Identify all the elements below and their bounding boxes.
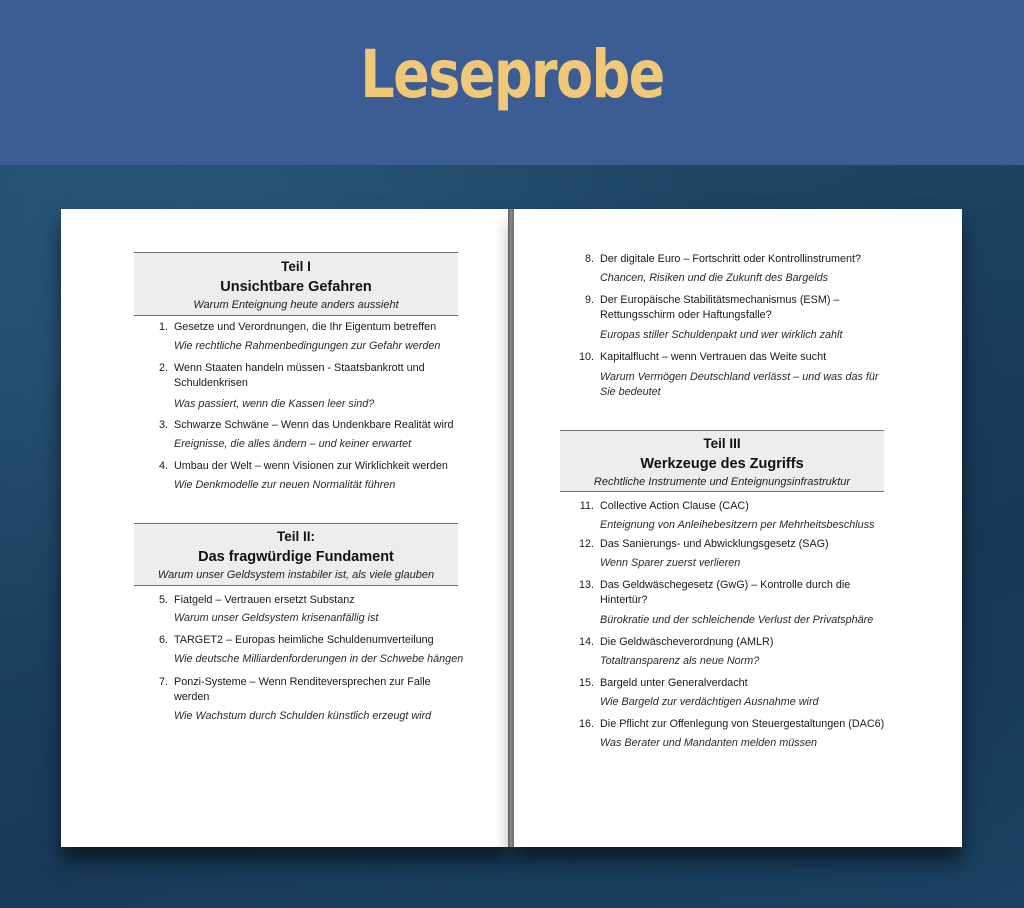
chapter-number: 10. [578, 351, 594, 363]
chapter-number: 15. [578, 677, 594, 689]
chapter-subtitle: Chancen, Risiken und die Zukunft des Bargelds [600, 272, 829, 284]
chapter-number: 7. [158, 676, 168, 688]
part-title: Das fragwürdige Fundament [198, 549, 394, 565]
chapter-subtitle: Wie Denkmodelle zur neuen Normalität führen [174, 479, 396, 491]
part-header [134, 252, 458, 316]
chapter-subtitle: Was passiert, wenn die Kassen leer sind? [174, 398, 375, 410]
chapter-title: Gesetze und Verordnungen, die Ihr Eigentum betreffen [174, 321, 437, 333]
chapter-number: 11. [579, 500, 594, 512]
chapter-title: Bargeld unter Generalverdacht [600, 677, 748, 689]
part-number: Teil III [703, 436, 741, 451]
chapter-number: 1. [158, 321, 168, 333]
chapter-title: Umbau der Welt – wenn Visionen zur Wirklichkeit werden [174, 460, 448, 472]
chapter-subtitle: Warum Vermögen Deutschland verlässt – und was das für Sie bedeutet [600, 371, 879, 398]
chapter-number: 5. [158, 594, 168, 606]
chapter-subtitle: Warum unser Geldsystem krisenanfällig ist [174, 612, 379, 624]
chapter-subtitle: Bürokratie und der schleichende Verlust der Privatsphäre [600, 614, 874, 626]
chapter-number: 6. [158, 634, 168, 646]
chapter-subtitle: Wie deutsche Milliardenforderungen in der Schwebe hängen [174, 653, 464, 665]
chapter-subtitle: Enteignung von Anleihebesitzern per Mehrheitsbeschluss [600, 519, 875, 531]
chapter-title: Das Geldwäschegesetz (GwG) – Kontrolle durch die Hintertür? [600, 579, 851, 606]
banner-title: Leseprobe [360, 36, 664, 113]
chapter-number: 3. [158, 419, 168, 431]
chapter-title: Schwarze Schwäne – Wenn das Undenkbare Realität wird [174, 419, 454, 431]
part-subtitle: Rechtliche Instrumente und Enteignungsinfrastruktur [593, 476, 851, 488]
part-header [560, 430, 884, 492]
chapter-title: Wenn Staaten handeln müssen - Staatsbankrott und Schuldenkrisen [174, 362, 425, 389]
chapter-subtitle: Wie rechtliche Rahmenbedingungen zur Gefahr werden [174, 340, 441, 352]
part-subtitle: Warum Enteignung heute anders aussieht [193, 299, 399, 311]
chapter-subtitle: Ereignisse, die alles ändern – und keiner erwartet [174, 438, 412, 450]
book-spine [508, 209, 514, 847]
chapter-title: Der digitale Euro – Fortschritt oder Kontrollinstrument? [600, 253, 862, 265]
chapter-number: 8. [584, 253, 594, 265]
part-number: Teil II: [276, 529, 315, 544]
chapter-title: Die Pflicht zur Offenlegung von Steuergestaltungen (DAC6) [600, 718, 885, 730]
chapter-title: TARGET2 – Europas heimliche Schuldenumverteilung [174, 634, 434, 646]
chapter-number: 12. [578, 538, 594, 550]
chapter-subtitle: Europas stiller Schuldenpakt und wer wirklich zahlt [600, 329, 843, 341]
chapter-title: Die Geldwäscheverordnung (AMLR) [600, 636, 774, 648]
chapter-number: 9. [584, 294, 594, 306]
part-title: Unsichtbare Gefahren [220, 279, 372, 295]
chapter-number: 4. [158, 460, 168, 472]
chapter-subtitle: Totaltransparenz als neue Norm? [600, 655, 760, 667]
chapter-subtitle: Wie Wachstum durch Schulden künstlich erzeugt wird [174, 710, 432, 722]
chapter-number: 13. [578, 579, 594, 591]
chapter-number: 14. [578, 636, 594, 648]
chapter-subtitle: Wie Bargeld zur verdächtigen Ausnahme wird [600, 696, 819, 708]
chapter-title: Das Sanierungs- und Abwicklungsgesetz (SAG) [600, 538, 829, 550]
part-title: Werkzeuge des Zugriffs [640, 456, 804, 472]
chapter-number: 2. [158, 362, 168, 374]
header-banner [0, 0, 1024, 165]
chapter-subtitle: Was Berater und Mandanten melden müssen [600, 737, 818, 749]
chapter-title: Fiatgeld – Vertrauen ersetzt Substanz [174, 594, 355, 606]
part-subtitle: Warum unser Geldsystem instabiler ist, als viele glauben [157, 569, 435, 581]
chapter-title: Der Europäische Stabilitätsmechanismus (ESM) – Rettungsschirm oder Haftungsfalle? [600, 294, 840, 321]
chapter-title: Ponzi-Systeme – Wenn Renditeversprechen zur Falle werden [174, 676, 431, 703]
part-number: Teil I [281, 259, 311, 274]
chapter-title: Collective Action Clause (CAC) [600, 500, 749, 512]
chapter-number: 16. [578, 718, 594, 730]
part-header [134, 523, 458, 586]
chapter-subtitle: Wenn Sparer zuerst verlieren [600, 557, 741, 569]
chapter-title: Kapitalflucht – wenn Vertrauen das Weite sucht [600, 351, 827, 363]
